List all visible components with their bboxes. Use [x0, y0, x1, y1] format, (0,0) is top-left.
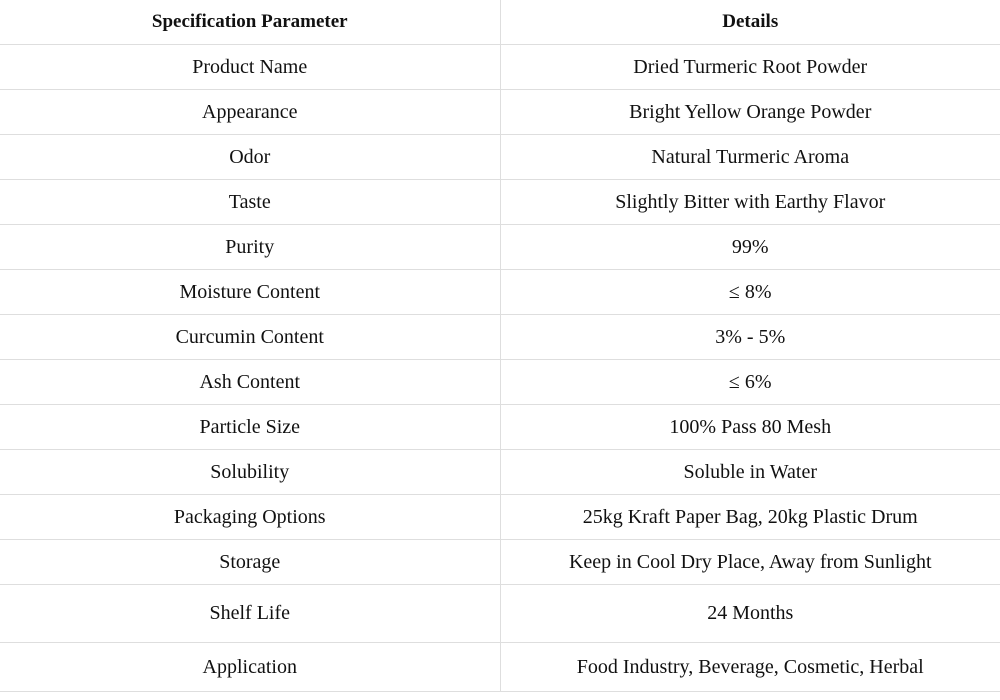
details-cell: 3% - 5% [500, 315, 1000, 360]
parameter-cell: Packaging Options [0, 495, 500, 540]
parameter-cell: Appearance [0, 90, 500, 135]
parameter-cell: Moisture Content [0, 270, 500, 315]
parameter-cell: Taste [0, 180, 500, 225]
column-header-parameter: Specification Parameter [0, 0, 500, 45]
table-row [0, 643, 1000, 692]
table-row [0, 450, 1000, 495]
details-cell: Bright Yellow Orange Powder [500, 90, 1000, 135]
details-cell: Slightly Bitter with Earthy Flavor [500, 180, 1000, 225]
table-row [0, 405, 1000, 450]
details-cell: 25kg Kraft Paper Bag, 20kg Plastic Drum [500, 495, 1000, 540]
parameter-cell: Purity [0, 225, 500, 270]
parameter-cell: Storage [0, 540, 500, 585]
table-row [0, 270, 1000, 315]
parameter-cell: Odor [0, 135, 500, 180]
table-row [0, 360, 1000, 405]
table-row [0, 315, 1000, 360]
parameter-cell: Product Name [0, 45, 500, 90]
details-cell: Natural Turmeric Aroma [500, 135, 1000, 180]
details-cell: Keep in Cool Dry Place, Away from Sunlight [500, 540, 1000, 585]
table-row [0, 495, 1000, 540]
table-row [0, 45, 1000, 90]
parameter-cell: Curcumin Content [0, 315, 500, 360]
details-cell: Food Industry, Beverage, Cosmetic, Herbal [500, 643, 1000, 692]
details-cell: 100% Pass 80 Mesh [500, 405, 1000, 450]
table-row [0, 180, 1000, 225]
parameter-cell: Shelf Life [0, 585, 500, 643]
details-cell: Soluble in Water [500, 450, 1000, 495]
parameter-cell: Solubility [0, 450, 500, 495]
details-cell: Dried Turmeric Root Powder [500, 45, 1000, 90]
table-row [0, 135, 1000, 180]
parameter-cell: Ash Content [0, 360, 500, 405]
details-cell: 99% [500, 225, 1000, 270]
details-cell: ≤ 8% [500, 270, 1000, 315]
parameter-cell: Particle Size [0, 405, 500, 450]
details-cell: 24 Months [500, 585, 1000, 643]
table-row [0, 90, 1000, 135]
table-row [0, 540, 1000, 585]
details-cell: ≤ 6% [500, 360, 1000, 405]
parameter-cell: Application [0, 643, 500, 692]
column-header-details: Details [500, 0, 1000, 45]
table-row [0, 225, 1000, 270]
table-row [0, 585, 1000, 643]
table-header-row [0, 0, 1000, 45]
